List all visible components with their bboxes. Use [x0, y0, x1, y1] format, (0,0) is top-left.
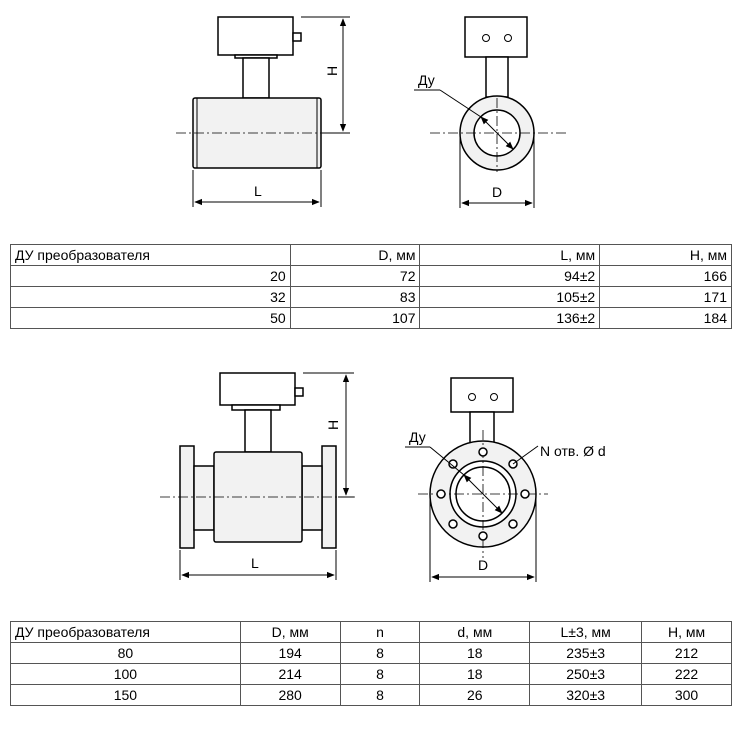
- bottom-dy-label: Ду: [409, 429, 426, 445]
- table-header-cell: D, мм: [240, 622, 340, 643]
- table-cell: 18: [420, 664, 530, 685]
- table-cell: 100: [11, 664, 241, 685]
- bottom-front-view: [405, 378, 606, 582]
- table-cell: 83: [290, 287, 420, 308]
- table-cell: 105±2: [420, 287, 600, 308]
- table-cell: 250±3: [530, 664, 642, 685]
- table-cell: 94±2: [420, 266, 600, 287]
- bolt-hole: [479, 532, 487, 540]
- table-row: [11, 308, 732, 329]
- table-header-cell: L±3, мм: [530, 622, 642, 643]
- table-cell: 8: [340, 664, 420, 685]
- top-front-neck: [486, 57, 508, 97]
- table-row: [11, 266, 732, 287]
- table-header-cell: ДУ преобразователя: [11, 245, 291, 266]
- table-header-cell: L, мм: [420, 245, 600, 266]
- bottom-neck: [245, 410, 271, 452]
- bottom-head-connector: [295, 388, 303, 396]
- table-row: [11, 664, 732, 685]
- top-neck: [243, 58, 269, 98]
- table-cell: 18: [420, 643, 530, 664]
- table-row: [11, 685, 732, 706]
- table-cell: 80: [11, 643, 241, 664]
- table-top: [10, 244, 732, 329]
- table-header-cell: n: [340, 622, 420, 643]
- top-head-connector: [293, 33, 301, 41]
- table-cell: 32: [11, 287, 291, 308]
- bottom-front-neck: [470, 412, 494, 444]
- table-header-cell: d, мм: [420, 622, 530, 643]
- table-row: [11, 643, 732, 664]
- bolt-hole: [449, 520, 457, 528]
- table-cell: 107: [290, 308, 420, 329]
- table-row: [11, 287, 732, 308]
- table-header-cell: D, мм: [290, 245, 420, 266]
- table-cell: 8: [340, 685, 420, 706]
- bottom-collar-left: [194, 466, 214, 530]
- table-cell: 214: [240, 664, 340, 685]
- bottom-converter-head: [220, 373, 295, 405]
- table-cell: 280: [240, 685, 340, 706]
- bolt-hole: [437, 490, 445, 498]
- table-cell: 72: [290, 266, 420, 287]
- bottom-holes-label: N отв. Ø d: [540, 443, 606, 459]
- top-front-view: [414, 17, 566, 208]
- table-cell: 136±2: [420, 308, 600, 329]
- table-cell: 8: [340, 643, 420, 664]
- table-cell: 235±3: [530, 643, 642, 664]
- table-cell: 222: [642, 664, 732, 685]
- bottom-collar-right: [302, 466, 322, 530]
- top-dy-label: Ду: [418, 72, 435, 88]
- top-l-label: L: [254, 183, 262, 199]
- bolt-hole: [509, 520, 517, 528]
- bottom-h-label: H: [325, 419, 341, 430]
- top-side-view: [176, 17, 350, 207]
- bolt-hole: [521, 490, 529, 498]
- table-cell: 150: [11, 685, 241, 706]
- table-cell: 166: [600, 266, 732, 287]
- bottom-l-label: L: [251, 555, 259, 571]
- table-header-cell: H, мм: [642, 622, 732, 643]
- table-cell: 194: [240, 643, 340, 664]
- table-cell: 184: [600, 308, 732, 329]
- table-header-cell: H, мм: [600, 245, 732, 266]
- table-bottom-header-row: [11, 622, 732, 643]
- table-cell: 50: [11, 308, 291, 329]
- table-cell: 212: [642, 643, 732, 664]
- bottom-side-view: [160, 373, 356, 580]
- top-d-label: D: [492, 184, 503, 200]
- table-cell: 320±3: [530, 685, 642, 706]
- top-front-head: [465, 17, 527, 57]
- table-header-cell: ДУ преобразователя: [11, 622, 241, 643]
- bolt-hole: [479, 448, 487, 456]
- top-converter-head: [218, 17, 293, 55]
- table-cell: 20: [11, 266, 291, 287]
- table-cell: 26: [420, 685, 530, 706]
- table-top-header-row: [11, 245, 732, 266]
- table-cell: 300: [642, 685, 732, 706]
- top-h-label: H: [324, 65, 340, 76]
- table-cell: 171: [600, 287, 732, 308]
- bottom-front-head: [451, 378, 513, 412]
- bottom-d-label: D: [478, 557, 489, 573]
- table-bottom: [10, 621, 732, 706]
